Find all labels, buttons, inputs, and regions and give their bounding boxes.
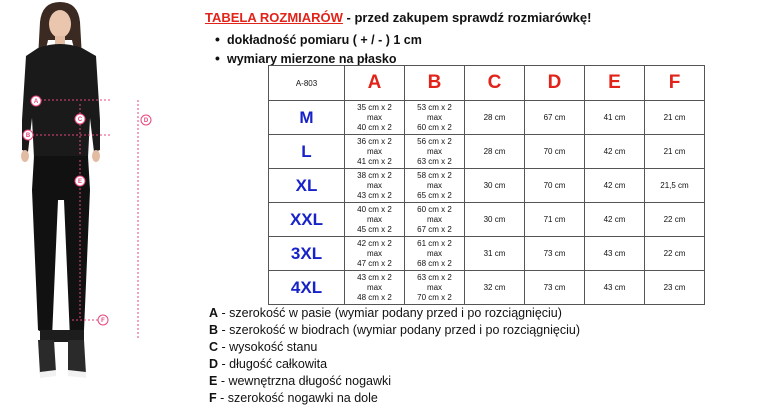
column-header-f: F — [645, 66, 705, 101]
cell-c: 30 cm — [465, 203, 525, 237]
cell-f: 21 cm — [645, 101, 705, 135]
legend-item-d: D - długość całkowita — [209, 357, 328, 371]
info-bullets — [215, 30, 765, 68]
size-label: XXL — [269, 203, 345, 237]
cell-line: 61 cm x 2 — [417, 238, 452, 248]
marker-e-label: E — [77, 179, 83, 185]
legend-item-f: F - szerokość nogawki na dole — [209, 391, 378, 405]
cell-c: 28 cm — [465, 135, 525, 169]
cell-line: 38 cm x 2 — [357, 170, 392, 180]
table-row — [269, 101, 705, 135]
table-row — [269, 169, 705, 203]
product-code: A-803 — [269, 66, 345, 101]
table-row — [269, 237, 705, 271]
cell-line: max — [366, 112, 383, 122]
cell-d: 73 cm — [525, 271, 585, 305]
marker-b-label: B — [25, 133, 31, 139]
cell-c: 28 cm — [465, 101, 525, 135]
size-label: 4XL — [269, 271, 345, 305]
cell-b — [405, 237, 465, 271]
model-left-hand — [21, 150, 29, 162]
cell-line: 63 cm x 2 — [417, 272, 452, 282]
title-rest: - przed zakupem sprawdź rozmiarówkę! — [342, 10, 592, 25]
size-label: M — [269, 101, 345, 135]
cell-line: 65 cm x 2 — [417, 190, 452, 200]
cell-line: max — [426, 248, 443, 258]
cell-e: 43 cm — [585, 237, 645, 271]
cell-line: 53 cm x 2 — [417, 102, 452, 112]
cell-c: 32 cm — [465, 271, 525, 305]
cell-line: max — [426, 180, 443, 190]
bullet-flat-measure: • wymiary mierzone na płasko — [215, 49, 765, 68]
cell-line: 40 cm x 2 — [357, 122, 392, 132]
cell-d: 73 cm — [525, 237, 585, 271]
cell-line: max — [426, 282, 443, 292]
cell-b — [405, 271, 465, 305]
cell-c: 31 cm — [465, 237, 525, 271]
cell-line: 35 cm x 2 — [357, 102, 392, 112]
cell-line: max — [366, 282, 383, 292]
column-header-b: B — [405, 66, 465, 101]
size-label: 3XL — [269, 237, 345, 271]
cell-line: max — [366, 146, 383, 156]
legend-item-e: E - wewnętrzna długość nogawki — [209, 374, 392, 388]
cell-line: 67 cm x 2 — [417, 224, 452, 234]
cell-line: 45 cm x 2 — [357, 224, 392, 234]
cell-line: 70 cm x 2 — [417, 292, 452, 302]
cell-e: 42 cm — [585, 169, 645, 203]
cell-f: 21,5 cm — [645, 169, 705, 203]
model-right-hand — [92, 150, 100, 162]
table-header-row — [269, 66, 705, 101]
table-row — [269, 203, 705, 237]
cell-f: 21 cm — [645, 135, 705, 169]
cell-a — [345, 169, 405, 203]
size-label: XL — [269, 169, 345, 203]
legend-item-c: C - wysokość stanu — [209, 340, 318, 354]
cell-a — [345, 101, 405, 135]
table-row — [269, 271, 705, 305]
cell-a — [345, 135, 405, 169]
cell-a — [345, 271, 405, 305]
marker-f-label: F — [101, 318, 105, 324]
cell-line: max — [426, 146, 443, 156]
cell-d: 71 cm — [525, 203, 585, 237]
cell-line: 40 cm x 2 — [357, 204, 392, 214]
cell-line: 60 cm x 2 — [417, 122, 452, 132]
cell-b — [405, 169, 465, 203]
cell-e: 42 cm — [585, 203, 645, 237]
cell-e: 41 cm — [585, 101, 645, 135]
cell-a — [345, 237, 405, 271]
cell-b — [405, 135, 465, 169]
cell-line: 36 cm x 2 — [357, 136, 392, 146]
cell-line: max — [366, 214, 383, 224]
cell-line: max — [366, 248, 383, 258]
page-title — [205, 10, 765, 26]
cell-f: 22 cm — [645, 203, 705, 237]
column-header-a: A — [345, 66, 405, 101]
legend-item-b: B - szerokość w biodrach (wymiar podany przed i po rozciągnięciu) — [209, 323, 580, 337]
cell-f: 22 cm — [645, 237, 705, 271]
table-body — [269, 101, 705, 305]
title-highlight: TABELA ROZMIARÓW — [205, 10, 343, 25]
column-header-e: E — [585, 66, 645, 101]
cell-line: 58 cm x 2 — [417, 170, 452, 180]
cell-line: max — [426, 112, 443, 122]
marker-a-label: A — [33, 99, 39, 105]
cell-line: 41 cm x 2 — [357, 156, 392, 166]
cell-c: 30 cm — [465, 169, 525, 203]
cell-b — [405, 203, 465, 237]
cell-e: 43 cm — [585, 271, 645, 305]
table-row — [269, 135, 705, 169]
cell-line: max — [426, 214, 443, 224]
marker-c-label: C — [77, 117, 83, 123]
marker-d-label: D — [143, 118, 149, 124]
model-face — [49, 10, 71, 38]
bullet-accuracy: • dokładność pomiaru ( + / - ) 1 cm — [215, 30, 765, 49]
cell-line: 56 cm x 2 — [417, 136, 452, 146]
cell-line: 43 cm x 2 — [357, 272, 392, 282]
legend-item-a: A - szerokość w pasie (wymiar podany przed i po rozciągnięciu) — [209, 306, 562, 320]
size-table — [268, 65, 705, 305]
cell-line: 42 cm x 2 — [357, 238, 392, 248]
measurement-legend — [209, 305, 580, 407]
cell-line: 63 cm x 2 — [417, 156, 452, 166]
cell-d: 70 cm — [525, 135, 585, 169]
cell-d: 67 cm — [525, 101, 585, 135]
cell-line: 47 cm x 2 — [357, 258, 392, 268]
cell-e: 42 cm — [585, 135, 645, 169]
header — [205, 10, 765, 68]
column-header-d: D — [525, 66, 585, 101]
size-label: L — [269, 135, 345, 169]
cell-line: max — [366, 180, 383, 190]
cell-line: 43 cm x 2 — [357, 190, 392, 200]
cell-b — [405, 101, 465, 135]
cell-line: 68 cm x 2 — [417, 258, 452, 268]
cell-d: 70 cm — [525, 169, 585, 203]
column-header-c: C — [465, 66, 525, 101]
cell-line: 48 cm x 2 — [357, 292, 392, 302]
cell-line: 60 cm x 2 — [417, 204, 452, 214]
cell-f: 23 cm — [645, 271, 705, 305]
cell-a — [345, 203, 405, 237]
model-figure — [0, 0, 160, 413]
